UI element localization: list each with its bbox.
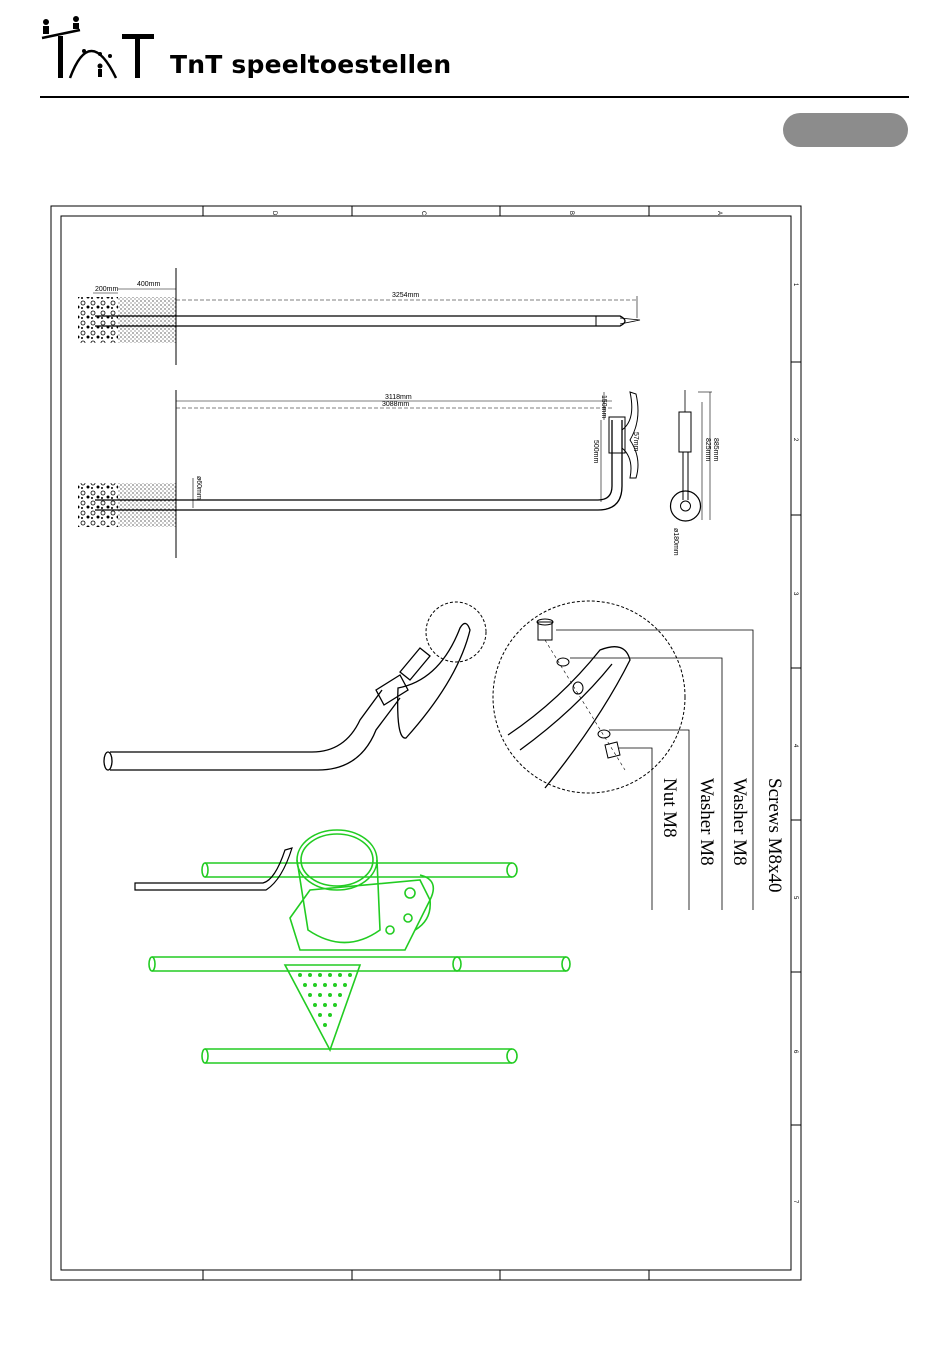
perspective-bar (104, 602, 486, 770)
dim-500mm: 500mm (592, 440, 599, 464)
dim-200mm: 200mm (95, 286, 119, 293)
dim-825mm: 825mm (704, 438, 711, 462)
dim-3118mm: 3118mm (385, 394, 412, 401)
zone-4: 4 (792, 744, 798, 748)
assembly-handle (135, 848, 292, 890)
end-view-labels (672, 438, 719, 556)
frame-inner (61, 216, 791, 1270)
zone-3: 3 (792, 592, 798, 596)
zone-6: 6 (792, 1050, 798, 1054)
dim-150mm: 150mm (600, 395, 607, 419)
side-view-1-labels (95, 281, 419, 299)
zone-d: D (271, 211, 277, 216)
side-view-2 (78, 390, 638, 558)
zone-1: 1 (792, 283, 798, 287)
label-screws: Screws M8x40 (764, 778, 785, 893)
side-view-1 (78, 268, 640, 365)
assembly-dots (298, 973, 352, 1027)
brand-name: TnT speeltoestellen (170, 50, 452, 79)
dim-180mm: ø180mm (672, 528, 679, 556)
dim-60mm: ø60mm (195, 476, 202, 500)
label-washer-2: Washer M8 (696, 778, 717, 866)
dim-3254mm: 3254mm (392, 292, 420, 299)
zone-c: C (420, 211, 426, 216)
dim-57mm: 57mm (632, 432, 639, 452)
dim-3088mm: 3088mm (382, 401, 410, 408)
label-washer-1: Washer M8 (729, 778, 750, 866)
zone-labels (271, 211, 798, 1204)
label-nut: Nut M8 (659, 778, 680, 838)
assembly-view (149, 830, 570, 1063)
zone-2: 2 (792, 438, 798, 442)
zone-b: B (568, 211, 574, 216)
frame-outer (51, 206, 801, 1280)
dim-885mm: 885mm (712, 438, 719, 462)
side-view-2-labels (195, 394, 639, 500)
zone-ticks (203, 206, 801, 1280)
zone-5: 5 (792, 896, 798, 900)
zone-a: A (716, 211, 722, 216)
zone-7: 7 (792, 1200, 798, 1204)
dim-400mm: 400mm (137, 281, 161, 288)
